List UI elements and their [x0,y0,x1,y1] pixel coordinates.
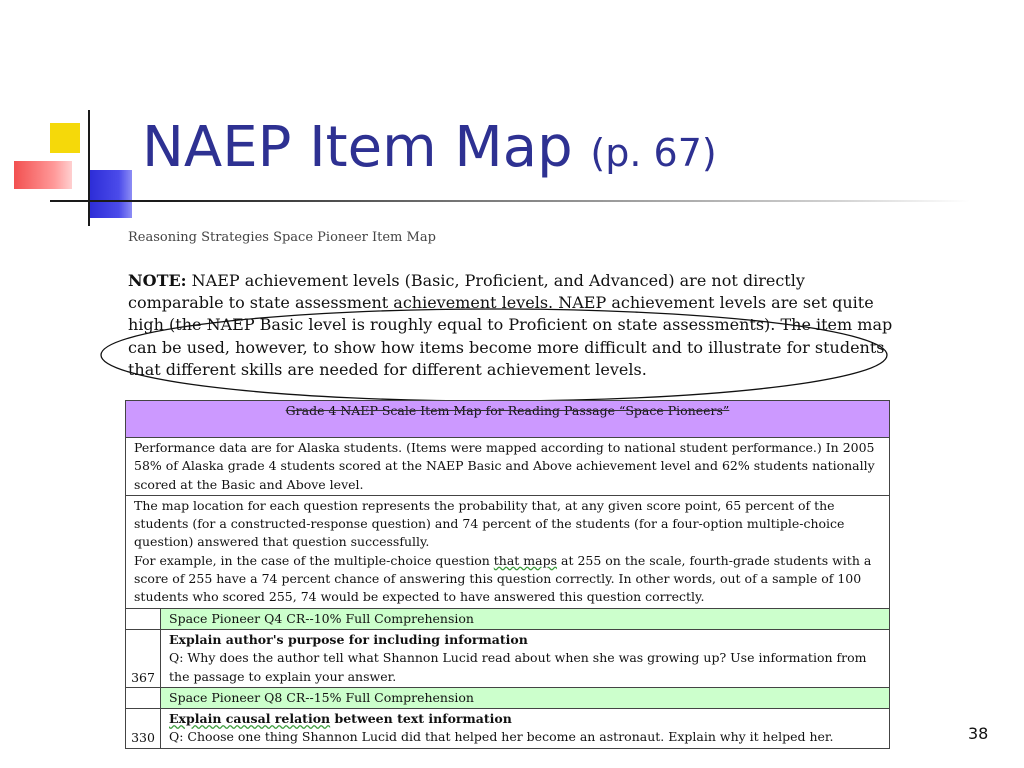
map-location-note [126,495,890,608]
logo-red-bar [14,161,72,189]
item-detail [161,709,890,749]
band-spacer [126,608,161,629]
note-text: NAEP achievement levels (Basic, Proficient, and Advanced) are not directly comparable to state assessment achievement levels. NAEP achievement levels are set quite high (the NAEP Basic level is roughly equal to Proficient on state assessments). The item map can be used, however, to show how items become more difficult and to illustrate for students that different skills are needed for different achievement levels. [128,271,893,379]
slide-title-page-ref: (p. 67) [590,131,717,175]
item-question: Q: Choose one thing Shannon Lucid did that helped her become an astronaut. Explain why it helped her. [169,729,834,745]
item-title: Explain causal relation between text information [169,711,512,727]
performance-note: Performance data are for Alaska students. (Items were mapped according to national student performance.) In 2005 58% of Alaska grade 4 students scored at the NAEP Basic and Above achievement level and 62% students nationally scored at the Basic and Above level. [126,438,890,496]
item-question: Q: Why does the author tell what Shannon Lucid read about when she was growing up? Use information from the passage to explain your answer. [169,650,867,684]
note-label: NOTE: [128,271,187,290]
item-title: Explain author's purpose for including information [169,631,528,647]
item-band: Space Pioneer Q8 CR--15% Full Comprehension [161,687,890,708]
item-map-table [125,400,890,749]
map-location-text-2: For example, in the case of the multiple-choice question that maps at 255 on the scale, fourth-grade students with a score of 255 have a 74 percent chance of answering this question correctly. In other words, out of a sample of 100 students who scored 255, 74 would be expected to have answered this question correctly. [134,552,872,605]
document-caption: Reasoning Strategies Space Pioneer Item Map [128,230,436,245]
page-number: 38 [968,724,989,743]
slide-title [142,112,717,189]
logo-vertical-line [88,110,90,226]
item-band: Space Pioneer Q4 CR--10% Full Comprehension [161,608,890,629]
item-detail [161,629,890,687]
item-score: 330 [126,709,161,749]
map-location-text-1: The map location for each question represents the probability that, at any given score point, 65 percent of the students (for a constructed-response question) and 74 percent of the students (for a four-option multiple-choice question) answered that question successfully. [134,497,845,550]
item-score: 367 [126,629,161,687]
highlight-ellipse [98,305,894,405]
band-spacer [126,687,161,708]
table-header: Grade 4 NAEP Scale Item Map for Reading Passage “Space Pioneers” [126,401,890,438]
logo-blue-square [88,170,132,218]
title-underline [50,200,970,202]
logo-yellow-square [50,123,80,153]
slide-title-main: NAEP Item Map [142,115,573,180]
